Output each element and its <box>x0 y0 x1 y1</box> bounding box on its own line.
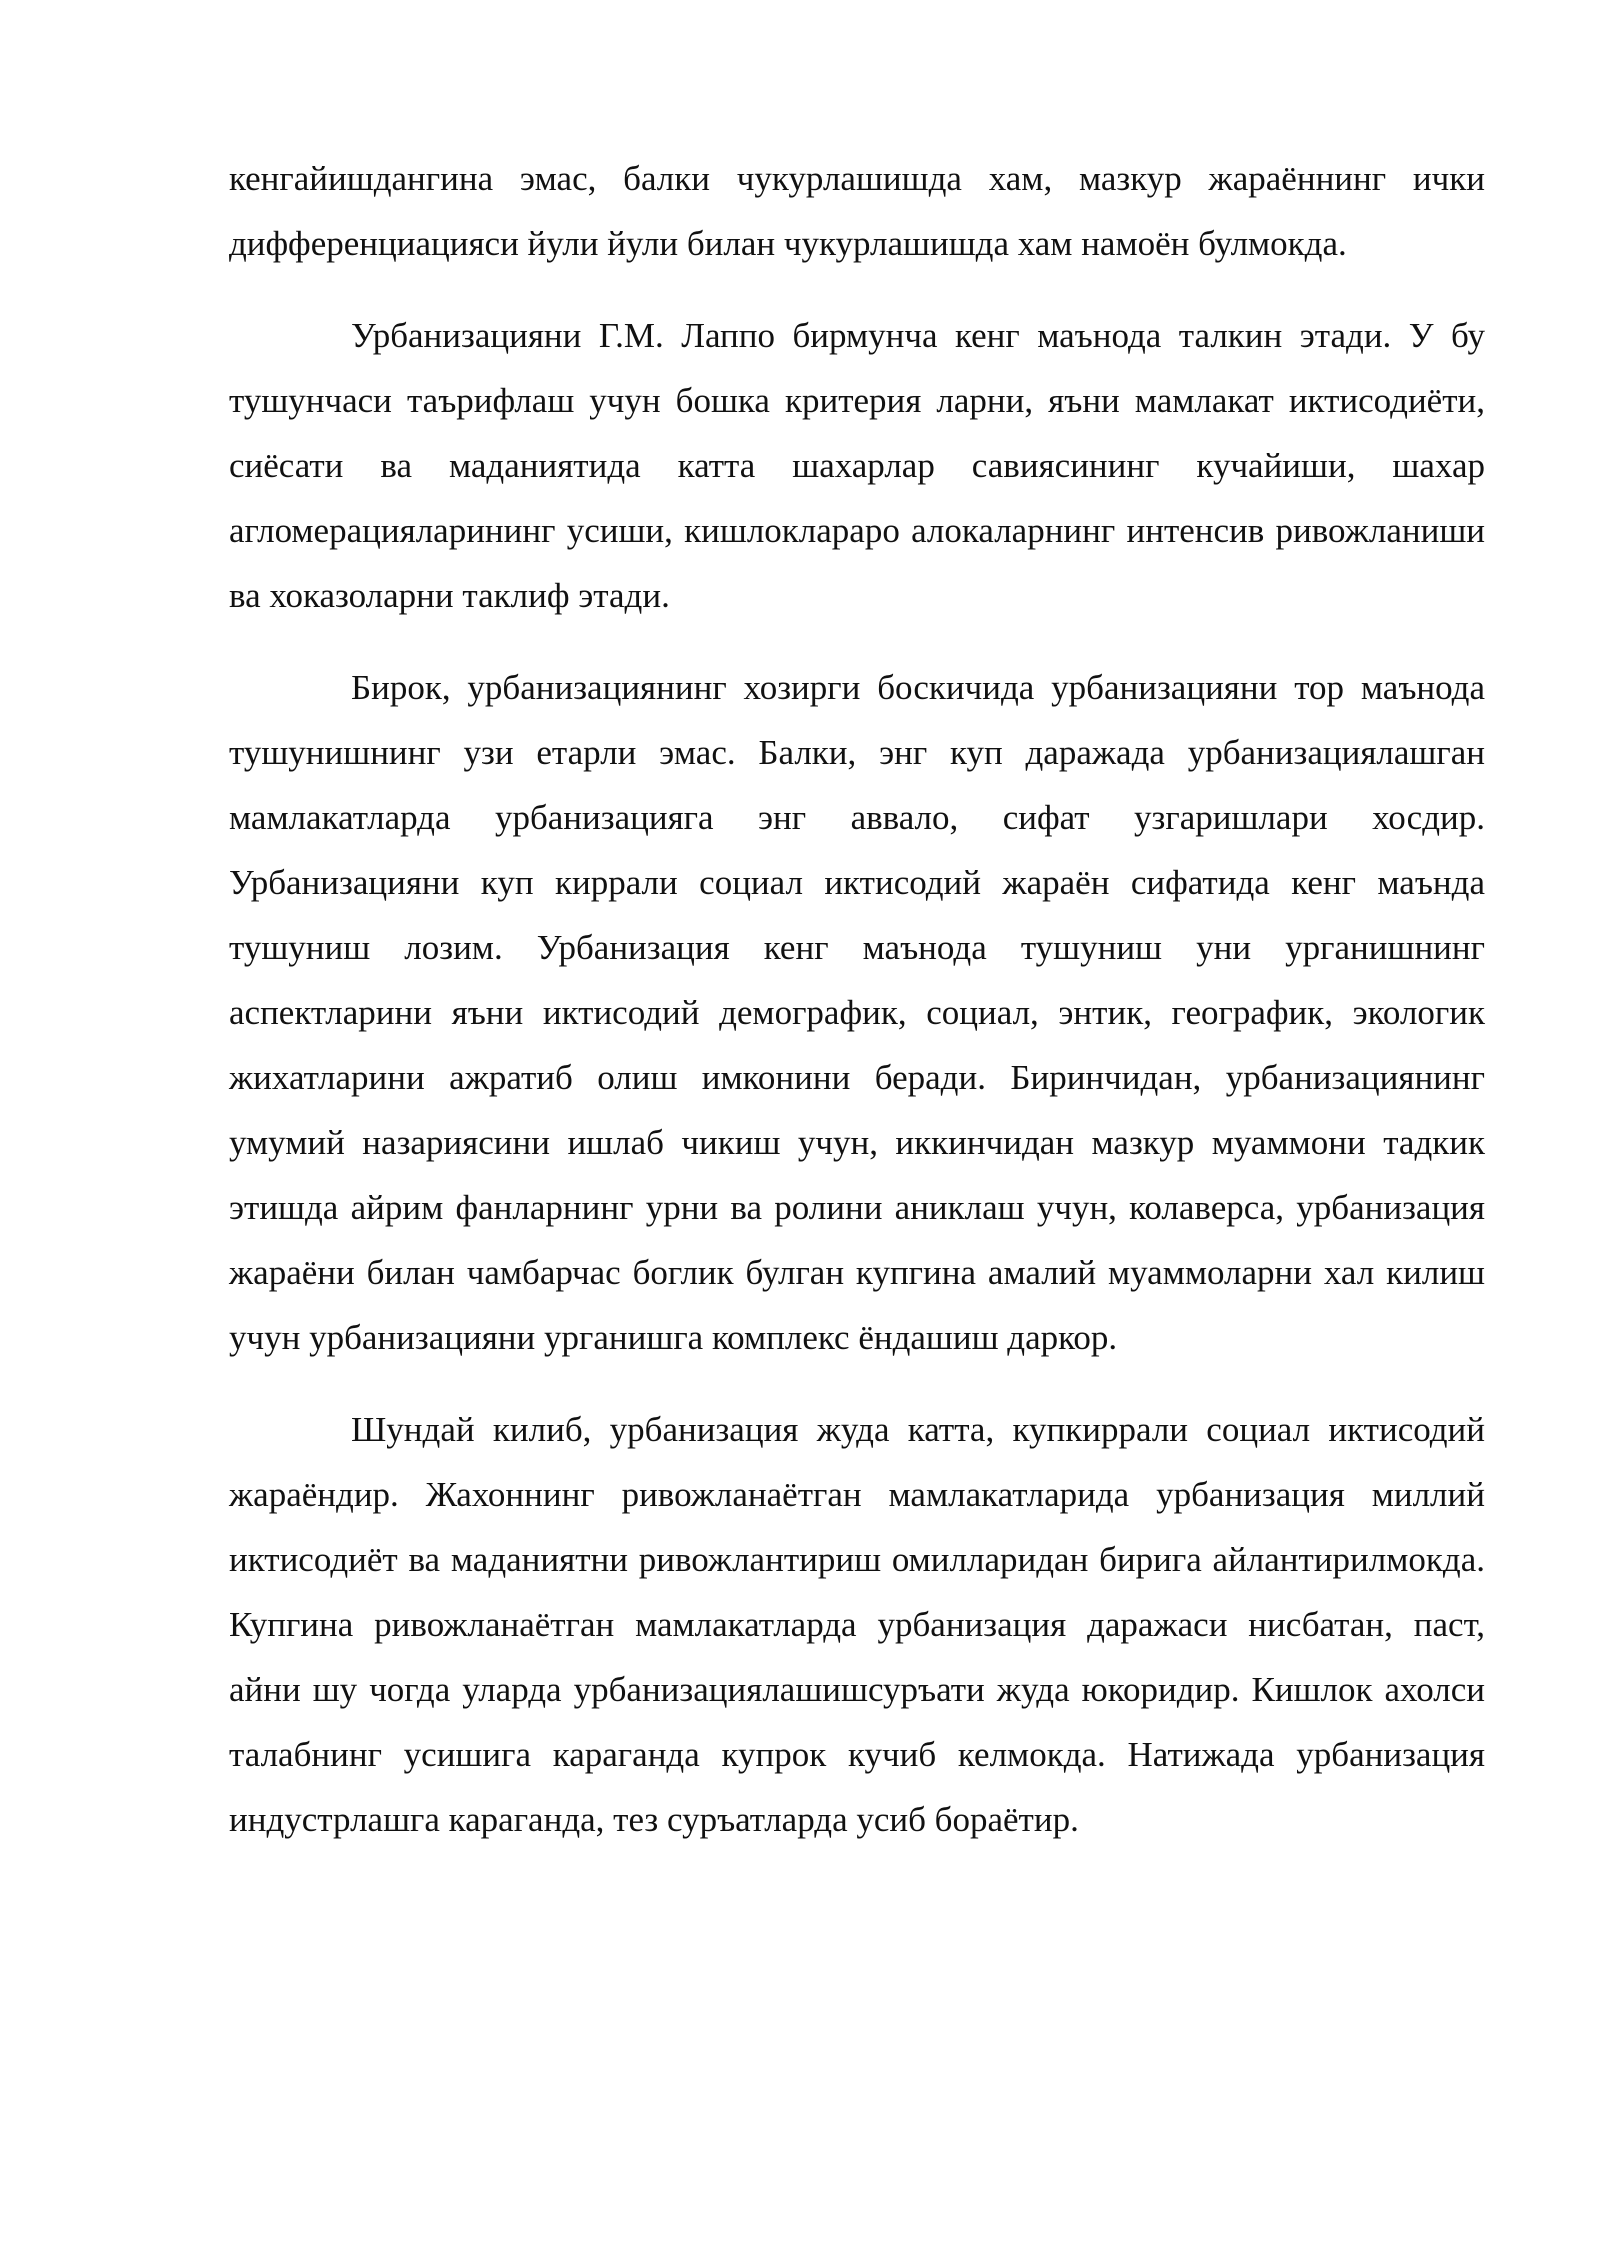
paragraph-4: Шундай килиб, урбанизация жуда катта, купкиррали социал иктисодий жараёндир. Жахоннинг ривожланаётган мамлакатларида урбанизация миллий иктисодиёт ва маданиятни ривожлантириш омилларидан бирига айлантирилмокда. Купгина ривожланаётган мамлакатларда урбанизация даражаси нисбатан, паст, айни шу чогда уларда урбанизациялашишсуръати жуда юкоридир. Кишлок ахолси талабнинг усишига караганда купрок кучиб келмокда. Натижада урбанизация индустрлашга караганда, тез суръатларда усиб бораётир. <box>229 1410 1485 1839</box>
paragraph-1: кенгайишдангина эмас, балки чукурлашишда хам, мазкур жараённинг ички дифференциацияси йули йули билан чукурлашишда хам намоён булмокда. <box>229 159 1485 263</box>
paragraph-2: Урбанизацияни Г.М. Лаппо бирмунча кенг маънода талкин этади. У бу тушунчаси таърифлаш учун бошка критерия ларни, яъни мамлакат иктисодиёти, сиёсати ва маданиятида катта шахарлар савиясининг кучайиши, шахар агломерацияларининг усиши, кишлоклараро алокаларнинг интенсив ривожланиши ва хоказоларни таклиф этади. <box>229 316 1485 615</box>
document-body <box>229 146 1485 1879</box>
paragraph-3: Бирок, урбанизациянинг хозирги боскичида урбанизацияни тор маънода тушунишнинг узи етарли эмас. Балки, энг куп даражада урбанизациялашган мамлакатларда урбанизацияга энг аввало, сифат узгаришлари хосдир. Урбанизацияни куп киррали социал иктисодий жараён сифатида кенг маънда тушуниш лозим. Урбанизация кенг маънода тушуниш уни урганишнинг аспектларини яъни иктисодий демографик, социал, энтик, географик, экологик жихатларини ажратиб олиш имконини беради. Биринчидан, урбанизациянинг умумий назариясини ишлаб чикиш учун, иккинчидан мазкур муаммони тадкик этишда айрим фанларнинг урни ва ролини аниклаш учун, колаверса, урбанизация жараёни билан чамбарчас боглик булган купгина амалий муаммоларни хал килиш учун урбанизацияни урганишга комплекс ёндашиш даркор. <box>229 668 1485 1357</box>
